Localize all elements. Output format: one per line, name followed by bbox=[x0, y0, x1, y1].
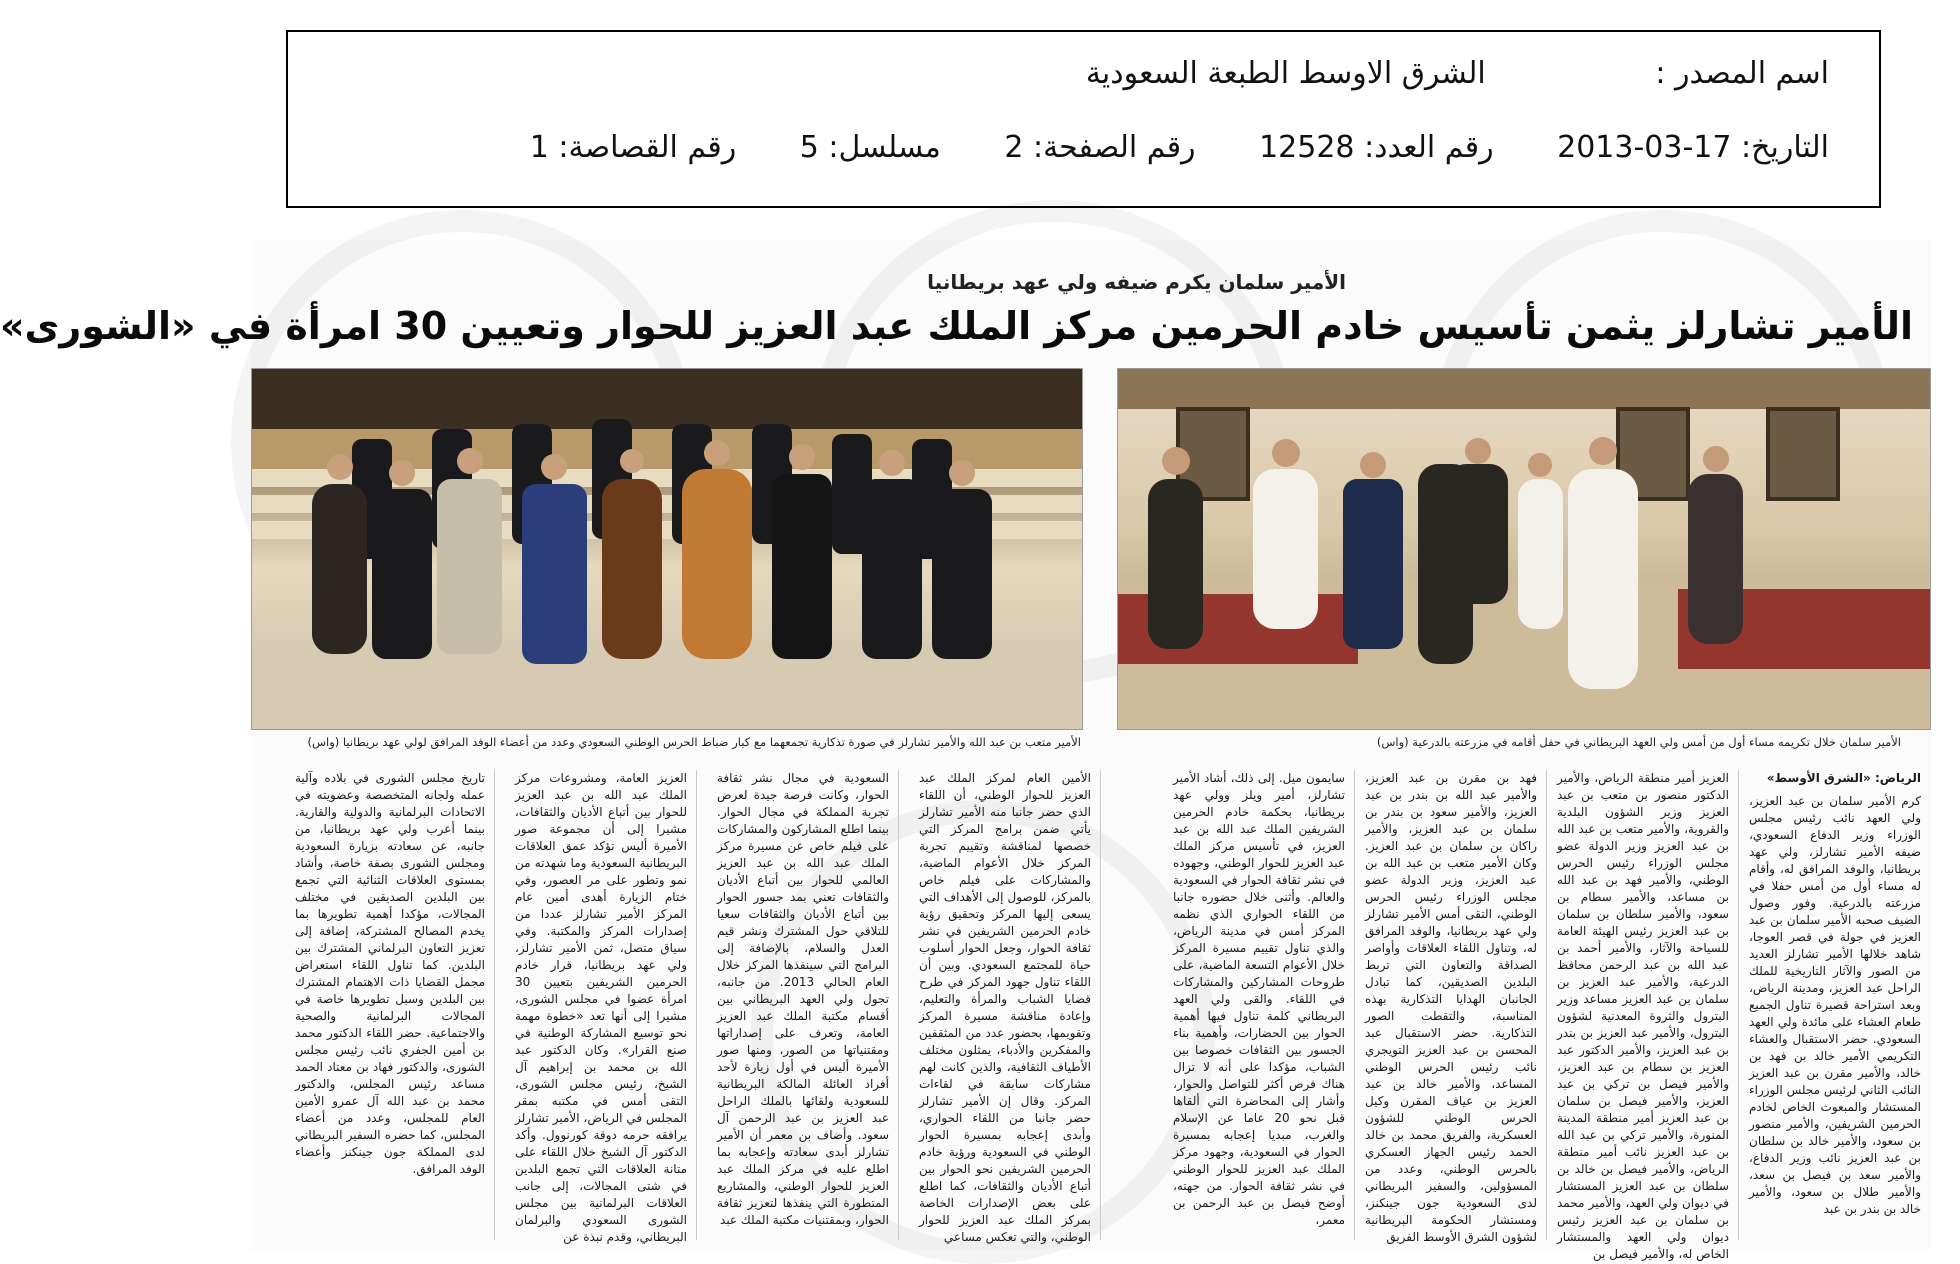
column-divider bbox=[494, 770, 495, 1240]
column-divider bbox=[1354, 770, 1355, 1240]
photo-group bbox=[251, 368, 1083, 730]
column-divider bbox=[1100, 770, 1101, 1240]
source-line bbox=[1086, 56, 1829, 91]
photo-reception bbox=[1117, 368, 1931, 730]
page-field bbox=[1004, 130, 1195, 165]
article-column-5 bbox=[919, 770, 1091, 1244]
reception-photo-illustration bbox=[1118, 369, 1930, 729]
column-divider bbox=[696, 770, 697, 1240]
column-text: العزيز أمير منطقة الرياض، والأمير الدكتور منصور بن متعب بن عبد العزيز وزير الشؤون البلدية والقروية، والأمير متعب بن عبد الله بن عبد العزيز وزير الدولة عضو مجلس الوزراء رئيس الحرس الوطني، والأمير فهد بن عبد الله بن مساعد، والأمير سطام بن سعود، والأمير سلطان بن سلمان بن عبد العزيز رئيس الهيئة العامة للسياحة والآثار، والأمير أحمد بن عبد الله بن عبد الرحمن محافظ الدرعية، والأمير عبد العزيز بن سلمان بن عبد العزيز مساعد وزير البترول والثروة المعدنية لشؤون البترول، والأمير عبد العزيز بن بندر بن عبد العزيز، والأمير الدكتور عبد العزيز بن سطام بن عبد العزيز، والأمير فيصل بن تركي بن عبد العزيز، والأمير فيصل بن سلمان بن عبد العزيز أمير منطقة المدينة المنورة، والأمير تركي بن عبد الله بن عبد العزيز نائب أمير منطقة الرياض، والأمير فيصل بن خالد بن سلطان بن عبد العزيز المستشار في ديوان ولي العهد، والأمير محمد بن سلمان بن عبد العزيز رئيس ديوان ولي العهد والمستشار الخاص له، والأمير فيصل بن bbox=[1557, 771, 1729, 1261]
article-column-6 bbox=[717, 770, 889, 1240]
article-column-7 bbox=[515, 770, 687, 1244]
serial-field bbox=[800, 130, 941, 165]
date-value: 2013-03-17 bbox=[1557, 130, 1732, 165]
serial-value: 5 bbox=[799, 130, 819, 165]
column-text: السعودية في مجال نشر ثقافة الحوار، وكانت فرصة جيدة لعرض تجربة المملكة في مجال الحوار. بينما اطلع المشاركون والمشاركات على فيلم خاص عن مسيرة مركز الملك عبد الله بن عبد العزيز العالمي للحوار بين أتباع الأديان والثقافات تعني بمد جسور الحوار بين أتباع الأديان والثقافات سعيا للتلاقي حول المشترك ونشر قيم العدل والسلام، بالإضافة إلى البرامج التي سينفذها المركز خلال العام الحالي 2013. من جانبه، تجول ولي العهد البريطاني بين أقسام مكتبة الملك عبد العزيز العامة، وتعرف على إصداراتها ومقتنياتها من الصور، ومنها صور الأميرة أليس في أول زيارة لأحد أفراد العائلة المالكة البريطانية للسعودية ولقائها بالملك الراحل عبد العزيز بن عبد الرحمن آل سعود. وأضاف بن معمر أن الأمير تشارلز أبدى سعادته وإعجابه بما اطلع عليه في مركز الملك عبد العزيز للحوار الوطني، والمشاريع المتطورة التي ينفذها لتعزيز ثقافة الحوار، وبمقتنيات مكتبة الملك عبد bbox=[717, 771, 889, 1227]
issue-value: 12528 bbox=[1259, 130, 1355, 165]
article-column-1 bbox=[1749, 770, 1921, 1240]
clip-value: 1 bbox=[529, 130, 549, 165]
article-column-4 bbox=[1173, 770, 1345, 1240]
column-text: كرم الأمير سلمان بن عبد العزيز، ولي العهد نائب رئيس مجلس الوزراء وزير الدفاع السعودي، ضيفه الأمير تشارلز، ولي عهد بريطانيا، والوفد المرافق له، وأقام له مساء أول من أمس حفلا في مزرعته بالدرعية. وفور وصول الضيف صحبه الأمير سلمان بن عبد العزيز في جولة في قصر العوجا، شاهد خلالها الأمير تشارلز العديد من الصور والآثار التاريخية للملك الراحل عبد العزيز، ومدينة الرياض، وبعد استراحة قصيرة تناول الجميع طعام العشاء على مائدة ولي العهد السعودي. حضر الاستقبال والعشاء التكريمي الأمير خالد بن فهد بن خالد، والأمير مقرن بن عبد العزيز النائب الثاني لرئيس مجلس الوزراء المستشار والمبعوث الخاص لخادم الحرمين الشريفين، والأمير منصور بن سعود، والأمير خالد بن سلطان بن عبد العزيز نائب وزير الدفاع، والأمير سعد بن فيصل بن سعد، والأمير طلال بن سعود، والأمير خالد بن بندر بن عبد bbox=[1749, 794, 1921, 1216]
article-kicker: الأمير سلمان يكرم ضيفه ولي عهد بريطانيا bbox=[927, 270, 1346, 294]
issue-label: رقم العدد: bbox=[1364, 130, 1494, 165]
article-body bbox=[251, 770, 1931, 1261]
article-headline: الأمير تشارلز يثمن تأسيس خادم الحرمين مركز الملك عبد العزيز للحوار وتعيين 30 امرأة في «الشورى» bbox=[0, 304, 1913, 348]
column-divider bbox=[898, 770, 899, 1240]
source-value: الشرق الاوسط الطبعة السعودية bbox=[1085, 56, 1486, 91]
article-column-3 bbox=[1365, 770, 1537, 1244]
page-label: رقم الصفحة: bbox=[1032, 130, 1196, 165]
article-column-8 bbox=[295, 770, 485, 1240]
clip-label: رقم القصاصة: bbox=[558, 130, 737, 165]
serial-label: مسلسل: bbox=[828, 130, 941, 165]
source-label: اسم المصدر : bbox=[1655, 56, 1829, 91]
column-text: تاريخ مجلس الشورى في بلاده وآلية عمله ولجانه المتخصصة وعضويته في الاتحادات البرلمانية والدولية والقارية. بينما أعرب ولي عهد بريطانيا، من جانبه، عن سعادته بزيارة السعودية ومجلس الشورى بصفة خاصة، وأشاد بمستوى العلاقات الثنائية التي تجمع بين البلدين الصديقين في مختلف المجالات، مؤكدا أهمية تطويرها بما يخدم المصالح المشتركة، إضافة إلى تعزيز التعاون البرلماني المشترك بين البلدين. كما تناول اللقاء استعراض مجمل القضايا ذات الاهتمام المشترك بين البلدين وسبل تطويرها خاصة في المجالات البرلمانية والصحية والاجتماعية. حضر اللقاء الدكتور محمد بن أمين الجفري نائب رئيس مجلس الشورى، والدكتور فهاد بن معتاد الحمد مساعد رئيس المجلس، والدكتور محمد بن عبد الله آل عمرو الأمين العام للمجلس، وعدد من أعضاء المجلس، كما حضره السفير البريطاني لدى المملكة جون جينكنز وأعضاء الوفد المرافق. bbox=[295, 771, 485, 1176]
details-line bbox=[476, 130, 1829, 165]
article-column-2 bbox=[1557, 770, 1729, 1261]
clip-number-field bbox=[530, 130, 736, 165]
issue-field bbox=[1259, 130, 1493, 165]
clipping-metadata-box bbox=[286, 30, 1881, 208]
date-field bbox=[1557, 130, 1829, 165]
column-text: فهد بن مقرن بن عبد العزيز، والأمير عبد الله بن بندر بن عبد العزيز، والأمير سعود بن بندر بن سلمان بن عبد العزيز، والأمير راكان بن سلمان بن عبد العزيز. وكان الأمير متعب بن عبد الله بن عبد العزيز، وزير الدولة عضو مجلس الوزراء رئيس الحرس الوطني، التقى أمس الأمير تشارلز ولي عهد بريطانيا، والوفد المرافق له، وتناول اللقاء العلاقات وأواصر الصداقة والتعاون التي تربط البلدين الصديقين، كما تبادل الجانبان الهدايا التذكارية بهذه المناسبة، والتقطت الصور التذكارية. حضر الاستقبال عبد المحسن بن عبد العزيز التويجري نائب رئيس الحرس الوطني المساعد، والأمير خالد بن عبد العزيز بن عياف المقرن وكيل الحرس الوطني للشؤون العسكرية، والفريق محمد بن خالد الحمد رئيس الجهاز العسكري بالحرس الوطني، وعدد من المسؤولين، والسفير البريطاني لدى السعودية جون جينكنز، ومستشار الحكومة البريطانية لشؤون الشرق الأوسط الفريق bbox=[1365, 771, 1537, 1244]
column-divider bbox=[1738, 770, 1739, 1240]
newspaper-clipping bbox=[0, 240, 1931, 1261]
article-byline: الرياض: «الشرق الأوسط» bbox=[1766, 771, 1921, 785]
column-text: الأمين العام لمركز الملك عبد العزيز للحوار الوطني، أن اللقاء الذي حضر جانبا منه الأمير تشارلز يأتي ضمن برامج المركز التي خصصها لمناقشة وتقييم تجربة المركز خلال الأعوام الماضية، والمشاركات على فيلم خاص بالمركز، للوصول إلى الأهداف التي يسعى إليها المركز وتحقيق رؤية خادم الحرمين الشريفين في نشر ثقافة الحوار، وجعل الحوار أسلوب حياة للمجتمع السعودي. وبين أن اللقاء تناول جهود المركز في طرح قضايا الشباب والمرأة والتعليم، وإعادة مناقشة مسيرة المركز وتقويمها، بحضور عدد من المثقفين والمفكرين والأدباء، يمثلون مختلف الأطياف الثقافية، والذين كانت لهم مشاركات سابقة في لقاءات المركز. وقال إن الأمير تشارلز حضر جانبا من اللقاء الحواري، وأبدى إعجابه بمسيرة الحوار الوطني في السعودية ورؤية خادم الحرمين الشريفين نحو الحوار بين أتباع الأديان والثقافات، كما اطلع على بعض الإصدارات الخاصة بمركز الملك عبد العزيز للحوار الوطني، والتي تعكس مساعي bbox=[919, 771, 1091, 1244]
caption-reception-photo: الأمير سلمان خلال تكريمه مساء أول من أمس ولي العهد البريطاني في حفل أقامه في مزرعته بالدرعية (واس) bbox=[1376, 735, 1901, 749]
date-label: التاريخ: bbox=[1741, 130, 1829, 165]
column-text: العزيز العامة، ومشروعات مركز الملك عبد الله بن عبد العزيز للحوار بين أتباع الأديان والثقافات، مشيرا إلى أن مجموعة صور الأميرة أليس تؤكد عمق العلاقات البريطانية السعودية وما شهدته من نمو وتطور على مر العصور، وفي ختام الزيارة أهدى أمين عام المركز الأمير تشارلز عددا من إصدارات المركز والمكتبة. وفي سياق متصل، ثمن الأمير تشارلز، ولي عهد بريطانيا، قرار خادم الحرمين الشريفين بتعيين 30 امرأة عضوا في مجلس الشورى، مشيرا إلى أنها تعد «خطوة مهمة نحو توسيع المشاركة الوطنية في صنع القرار». وكان الدكتور عبد الله بن محمد بن إبراهيم آل الشيخ، رئيس مجلس الشورى، التقى أمس في مكتبه بمقر المجلس في الرياض، الأمير تشارلز يرافقه حرمه دوقة كورنوول. وأكد الدكتور آل الشيخ خلال اللقاء على متانة العلاقات التي تجمع البلدين في شتى المجالات، إلى جانب العلاقات البرلمانية بين مجلس الشورى السعودي والبرلمان البريطاني، وقدم نبذة عن bbox=[515, 771, 687, 1244]
caption-group-photo: الأمير متعب بن عبد الله والأمير تشارلز في صورة تذكارية تجمعهما مع كبار ضباط الحرس الوطني السعودي وعدد من أعضاء الوفد المرافق لولي عهد بريطانيا (واس) bbox=[307, 735, 1081, 749]
column-divider bbox=[1546, 770, 1547, 1240]
column-text: سايمون ميل. إلى ذلك، أشاد الأمير تشارلز، أمير ويلز وولي عهد بريطانيا، بحكمة خادم الحرمين الشريفين الملك عبد الله بن عبد العزيز، في تأسيس مركز الملك عبد العزيز للحوار الوطني، وجهوده في نشر ثقافة الحوار في السعودية والعالم. وأثنى خلال حضوره جانبا من اللقاء الحواري الذي نظمه المركز أمس في مدينة الرياض، والذي تناول تقييم مسيرة المركز خلال الأعوام التسعة الماضية، على طروحات المشاركين والمشاركات في اللقاء. والقى ولي العهد البريطاني كلمة تناول فيها أهمية الحوار بين الحضارات، وأهمية بناء الجسور بين الثقافات خصوصا بين الشباب، مؤكدا على أنه لا تزال هناك فرص أكثر للتواصل والحوار، وأشار إلى المحاضرة التي ألقاها قبل نحو 20 عاما عن الإسلام والغرب، مبديا إعجابه بمسيرة الحوار في السعودية، وجهود مركز الملك عبد العزيز للحوار الوطني في نشر ثقافة الحوار. من جهته، أوضح فيصل بن عبد الرحمن بن معمر، bbox=[1173, 771, 1346, 1227]
group-photo-illustration bbox=[252, 369, 1082, 729]
page-value: 2 bbox=[1004, 130, 1024, 165]
